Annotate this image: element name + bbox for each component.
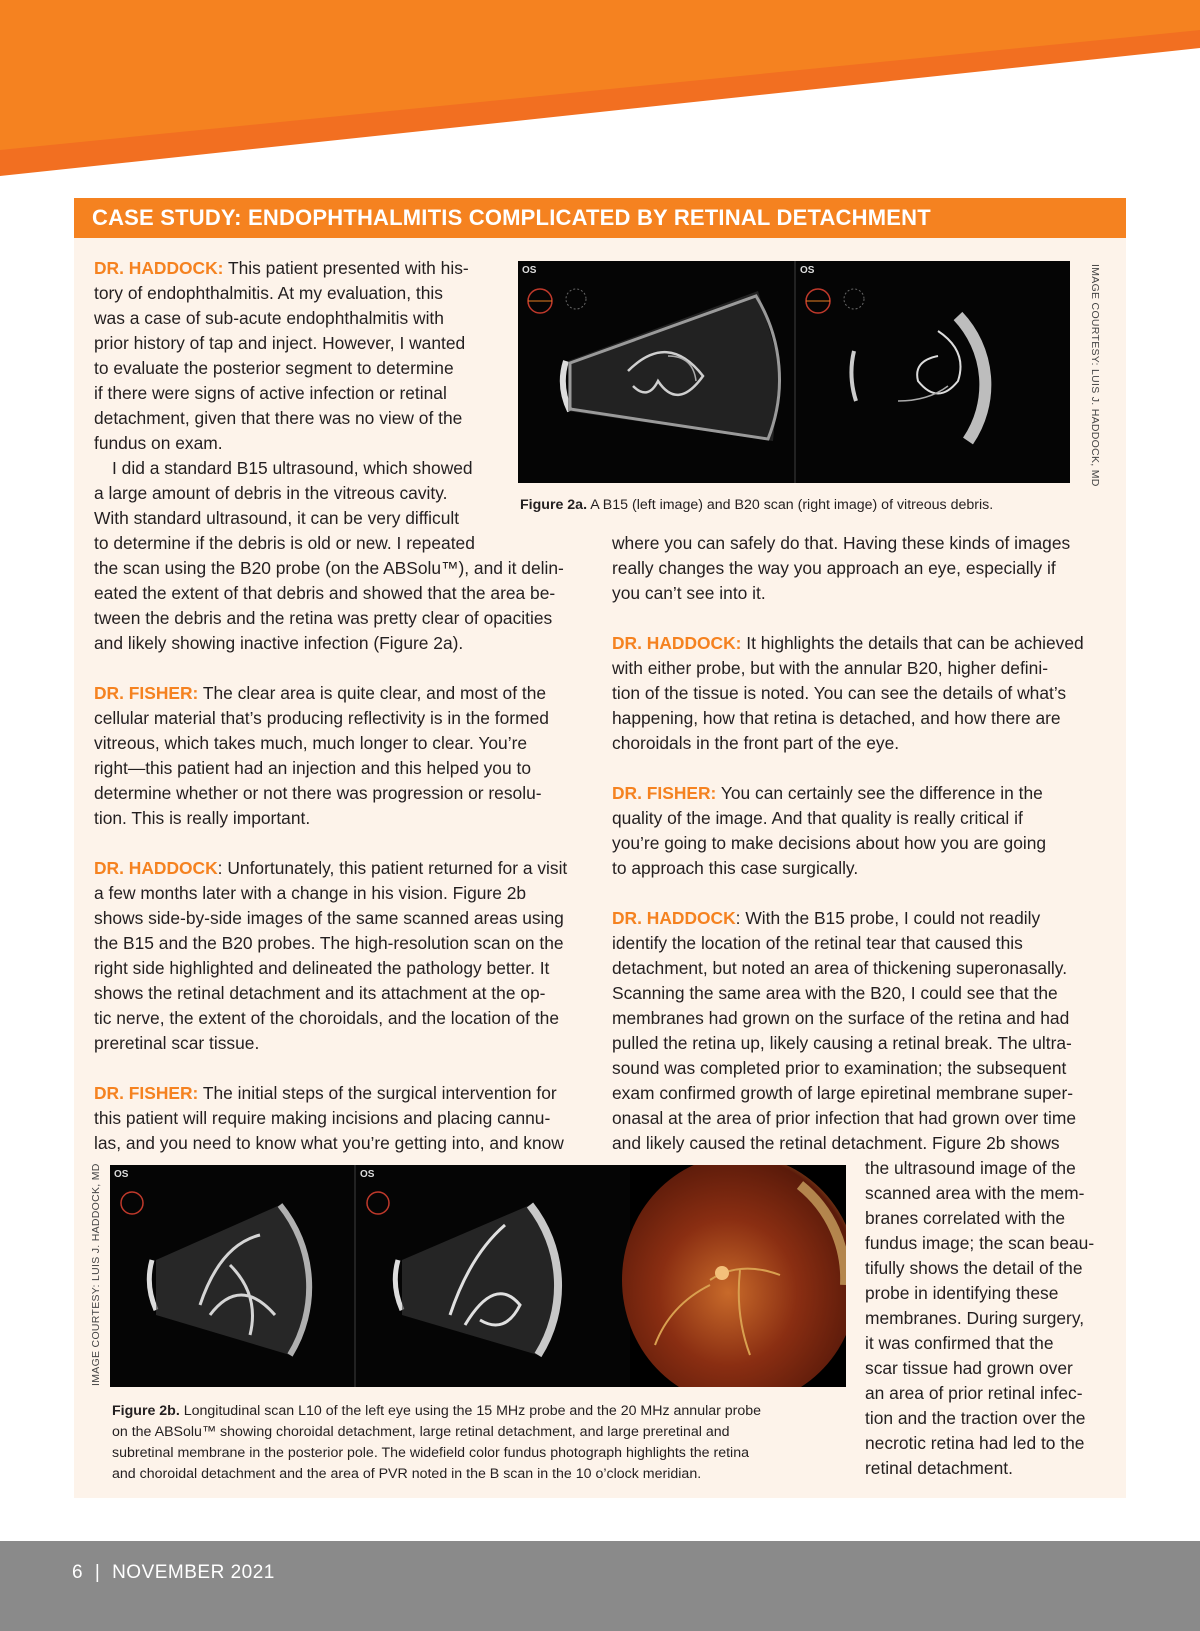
line-text: right—this patient had an injection and this helped you to [94,758,531,778]
line-text: quality of the image. And that quality is really critical if [612,808,1023,828]
text-line [94,806,594,831]
text-line [94,581,594,606]
text-line [94,681,594,706]
line-text: to approach this case surgically. [612,858,859,878]
text-line [94,881,594,906]
line-text: prior history of tap and inject. However, I wanted [94,333,466,353]
line-text: fundus on exam. [94,433,223,453]
line-text: identify the location of the retinal tear that caused this [612,933,1023,953]
line-text: vitreous, which takes much, much longer to clear. You’re [94,733,528,753]
text-line [612,531,1112,556]
text-line [94,981,594,1006]
text-line [612,806,1112,831]
footer-separator: | [94,1562,101,1583]
figure-2a-caption-text: A B15 (left image) and B20 scan (right image) of vitreous debris. [587,497,994,513]
line-text: right side highlighted and delineated the pathology better. It [94,958,550,978]
text-line [94,856,594,881]
line-text: and likely caused the retinal detachment. Figure 2b shows [612,1133,1060,1153]
text-line [94,1081,594,1106]
speaker-name: DR. FISHER: [612,783,717,803]
text-line: membranes. During surgery, [865,1308,1085,1328]
line-text: tween the debris and the retina was pretty clear of opacities [94,608,553,628]
text-line [94,531,594,556]
line-text: onasal at the area of prior infection that had grown over time [612,1108,1077,1128]
figure-2b-label: Figure 2b. [112,1403,180,1419]
text-line [612,681,1112,706]
text-line [94,1131,594,1156]
line-text: tory of endophthalmitis. At my evaluation, this [94,283,443,303]
figure-2a-caption [520,495,1080,516]
figure-2b-eye-label-right: OS [360,1169,375,1180]
caption-text: Longitudinal scan L10 of the left eye using the 15 MHz probe and the 20 MHz annular probe [179,1403,762,1419]
text-line: scanned area with the mem- [865,1183,1085,1203]
caption-line [112,1422,852,1443]
text-line [612,1131,1112,1156]
speaker-name: DR. HADDOCK: [612,633,742,653]
text-line: an area of prior retinal infec- [865,1383,1083,1403]
line-text: was a case of sub-acute endophthalmitis with [94,308,444,328]
text-line [612,956,1112,981]
figure-2a-image [518,261,1070,483]
text-line [612,981,1112,1006]
line-text: tion of the tissue is noted. You can see the details of what’s [612,683,1067,703]
text-line [94,506,594,531]
line-text: I did a standard B15 ultrasound, which showed [112,458,473,478]
line-text: The clear area is quite clear, and most of the [198,683,547,703]
line-text: detachment, given that there was no view of the [94,408,463,428]
line-text: With standard ultrasound, it can be very difficult [94,508,460,528]
speaker-name: DR. HADDOCK: [94,258,224,278]
text-line [94,606,594,631]
text-line: tion and the traction over the [865,1408,1086,1428]
figure-2a-eye-label-right: OS [800,265,815,276]
line-text: if there were signs of active infection or retinal [94,383,447,403]
text-line [94,556,594,581]
text-line [94,906,594,931]
line-text: The initial steps of the surgical intervention for [198,1083,557,1103]
line-text: pulled the retina up, likely causing a retinal break. The ultra- [612,1033,1072,1053]
text-line: necrotic retina had led to the [865,1433,1085,1453]
paragraph-gap [612,881,1112,906]
line-text: cellular material that’s producing reflectivity is in the formed [94,708,549,728]
right-narrow-column [865,1156,1115,1481]
figure-2b-caption [112,1401,852,1485]
line-text: membranes had grown on the surface of the retina and had [612,1008,1070,1028]
line-text: detachment, but noted an area of thickening superonasally. [612,958,1068,978]
text-line: fundus image; the scan beau- [865,1233,1095,1253]
line-text: shows the retinal detachment and its attachment at the op- [94,983,546,1003]
caption-line [112,1443,852,1464]
line-text: : With the B15 probe, I could not readily [735,908,1041,928]
paragraph-gap [612,606,1112,631]
footer-text [72,1562,275,1584]
line-text: las, and you need to know what you’re getting into, and know [94,1133,564,1153]
text-line [612,831,1112,856]
text-line [94,956,594,981]
line-text: choroidals in the front part of the eye. [612,733,900,753]
text-line [612,731,1112,756]
figure-2a-label: Figure 2a. [520,497,588,513]
line-text: the B15 and the B20 probes. The high-resolution scan on the [94,933,564,953]
text-line [612,656,1112,681]
text-line: the ultrasound image of the [865,1158,1076,1178]
line-text: You can certainly see the difference in the [716,783,1043,803]
figure-2b-courtesy: IMAGE COURTESY: LUIS J. HADDOCK, MD [90,1163,102,1386]
line-text: to determine if the debris is old or new. I repeated [94,533,475,553]
line-text: happening, how that retina is detached, and how there are [612,708,1061,728]
line-text: exam confirmed growth of large epiretinal membrane super- [612,1083,1074,1103]
line-text: and likely showing inactive infection (Figure 2a). [94,633,464,653]
text-line [94,481,594,506]
issue-date: NOVEMBER 2021 [112,1562,275,1583]
line-text: Scanning the same area with the B20, I could see that the [612,983,1058,1003]
caption-line [112,1401,852,1422]
line-text: this patient will require making incisions and placing cannu- [94,1108,551,1128]
line-text: This patient presented with his- [223,258,469,278]
line-text: determine whether or not there was progression or resolu- [94,783,542,803]
text-line [612,1106,1112,1131]
line-text: with either probe, but with the annular B20, higher defini- [612,658,1048,678]
figure-2a-courtesy: IMAGE COURTESY: LUIS J. HADDOCK, MD [1089,264,1101,487]
line-text: really changes the way you approach an eye, especially if [612,558,1056,578]
line-text: tic nerve, the extent of the choroidals, and the location of the [94,1008,560,1028]
speaker-name: DR. HADDOCK [94,858,218,878]
line-text: tion. This is really important. [94,808,311,828]
text-line [612,781,1112,806]
text-line [94,1006,594,1031]
text-line [94,1106,594,1131]
text-line: branes correlated with the [865,1208,1066,1228]
text-line [612,631,1112,656]
line-text: you’re going to make decisions about how you are going [612,833,1047,853]
figure-2a-eye-label-left: OS [522,265,537,276]
line-text: sound was completed prior to examination; the subsequent [612,1058,1067,1078]
text-line [94,731,594,756]
case-study-title: CASE STUDY: ENDOPHTHALMITIS COMPLICATED BY RETINAL DETACHMENT [74,198,1126,238]
figure-2b-image [110,1165,846,1387]
line-text: the scan using the B20 probe (on the ABSolu™), and it delin- [94,558,564,578]
text-line: retinal detachment. [865,1458,1013,1478]
text-line [612,1056,1112,1081]
text-line: probe in identifying these [865,1283,1059,1303]
figure-2b-eye-label-left: OS [114,1169,129,1180]
paragraph-gap [94,656,594,681]
text-line: it was confirmed that the [865,1333,1054,1353]
line-text: a few months later with a change in his vision. Figure 2b [94,883,527,903]
text-line [94,706,594,731]
paragraph-gap [94,1056,594,1081]
line-text: It highlights the details that can be achieved [741,633,1084,653]
text-line [94,756,594,781]
text-line [94,1031,594,1056]
text-line: tifully shows the detail of the [865,1258,1083,1278]
page-number: 6 [72,1562,84,1583]
text-line [94,931,594,956]
paragraph-gap [94,831,594,856]
text-line [612,931,1112,956]
speaker-name: DR. FISHER: [94,683,199,703]
text-line [612,1031,1112,1056]
paragraph-gap [612,756,1112,781]
line-text: to evaluate the posterior segment to determine [94,358,454,378]
line-text: where you can safely do that. Having these kinds of images [612,533,1071,553]
text-line [94,631,594,656]
right-column [612,531,1112,1156]
text-line [612,1006,1112,1031]
line-text: you can’t see into it. [612,583,766,603]
speaker-name: DR. FISHER: [94,1083,199,1103]
caption-text: on the ABSolu™ showing choroidal detachment, large retinal detachment, and large preretinal and [112,1424,730,1440]
text-line [612,1081,1112,1106]
text-line [94,781,594,806]
caption-line [112,1464,852,1485]
text-line: scar tissue had grown over [865,1358,1073,1378]
text-line [612,856,1112,881]
text-line [612,706,1112,731]
text-line [612,556,1112,581]
caption-text: subretinal membrane in the posterior pole. The widefield color fundus photograph highlights the retina [112,1445,749,1461]
speaker-name: DR. HADDOCK [612,908,736,928]
line-text: : Unfortunately, this patient returned for a visit [217,858,568,878]
line-text: preretinal scar tissue. [94,1033,260,1053]
line-text: shows side-by-side images of the same scanned areas using [94,908,564,928]
page-footer [0,1541,1200,1631]
text-line [612,581,1112,606]
line-text: a large amount of debris in the vitreous cavity. [94,483,448,503]
line-text: eated the extent of that debris and showed that the area be- [94,583,556,603]
caption-text: and choroidal detachment and the area of PVR noted in the B scan in the 10 o’clock meridian. [112,1466,702,1482]
header-banner [0,0,1200,180]
text-line [612,906,1112,931]
